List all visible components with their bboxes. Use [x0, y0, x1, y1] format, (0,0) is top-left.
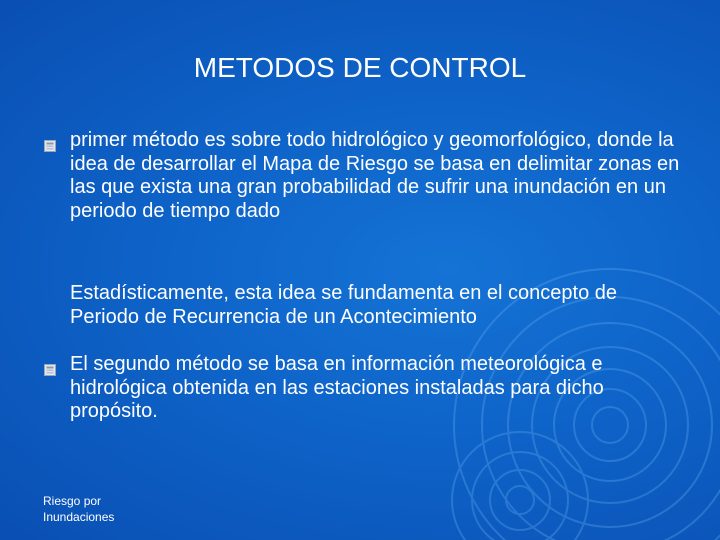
- footer-line-2: Inundaciones: [43, 510, 115, 524]
- slide-footer: [43, 493, 114, 525]
- paragraph-text-2: Estadísticamente, esta idea se fundamenta en el concepto de Periodo de Recurrencia de un Acontecimiento: [70, 282, 618, 328]
- footer-line-1: Riesgo por: [43, 494, 102, 508]
- bullet-text-1: primer método es sobre todo hidrológico y geomorfológico, donde la idea de desarrollar el Mapa de Riesgo se basa en delimitar zonas en las que exista una gran probabilidad de sufrir una inundación en un periodo de tiempo dado: [70, 129, 680, 222]
- slide-bullet-icon: [44, 140, 56, 152]
- bullet-text-3: El segundo método se basa en información meteorológica e hidrológica obtenida en las estaciones instaladas para dicho propósito.: [70, 353, 604, 422]
- slide-bullet-icon: [44, 364, 56, 376]
- slide-title: METODOS DE CONTROL: [193, 52, 527, 83]
